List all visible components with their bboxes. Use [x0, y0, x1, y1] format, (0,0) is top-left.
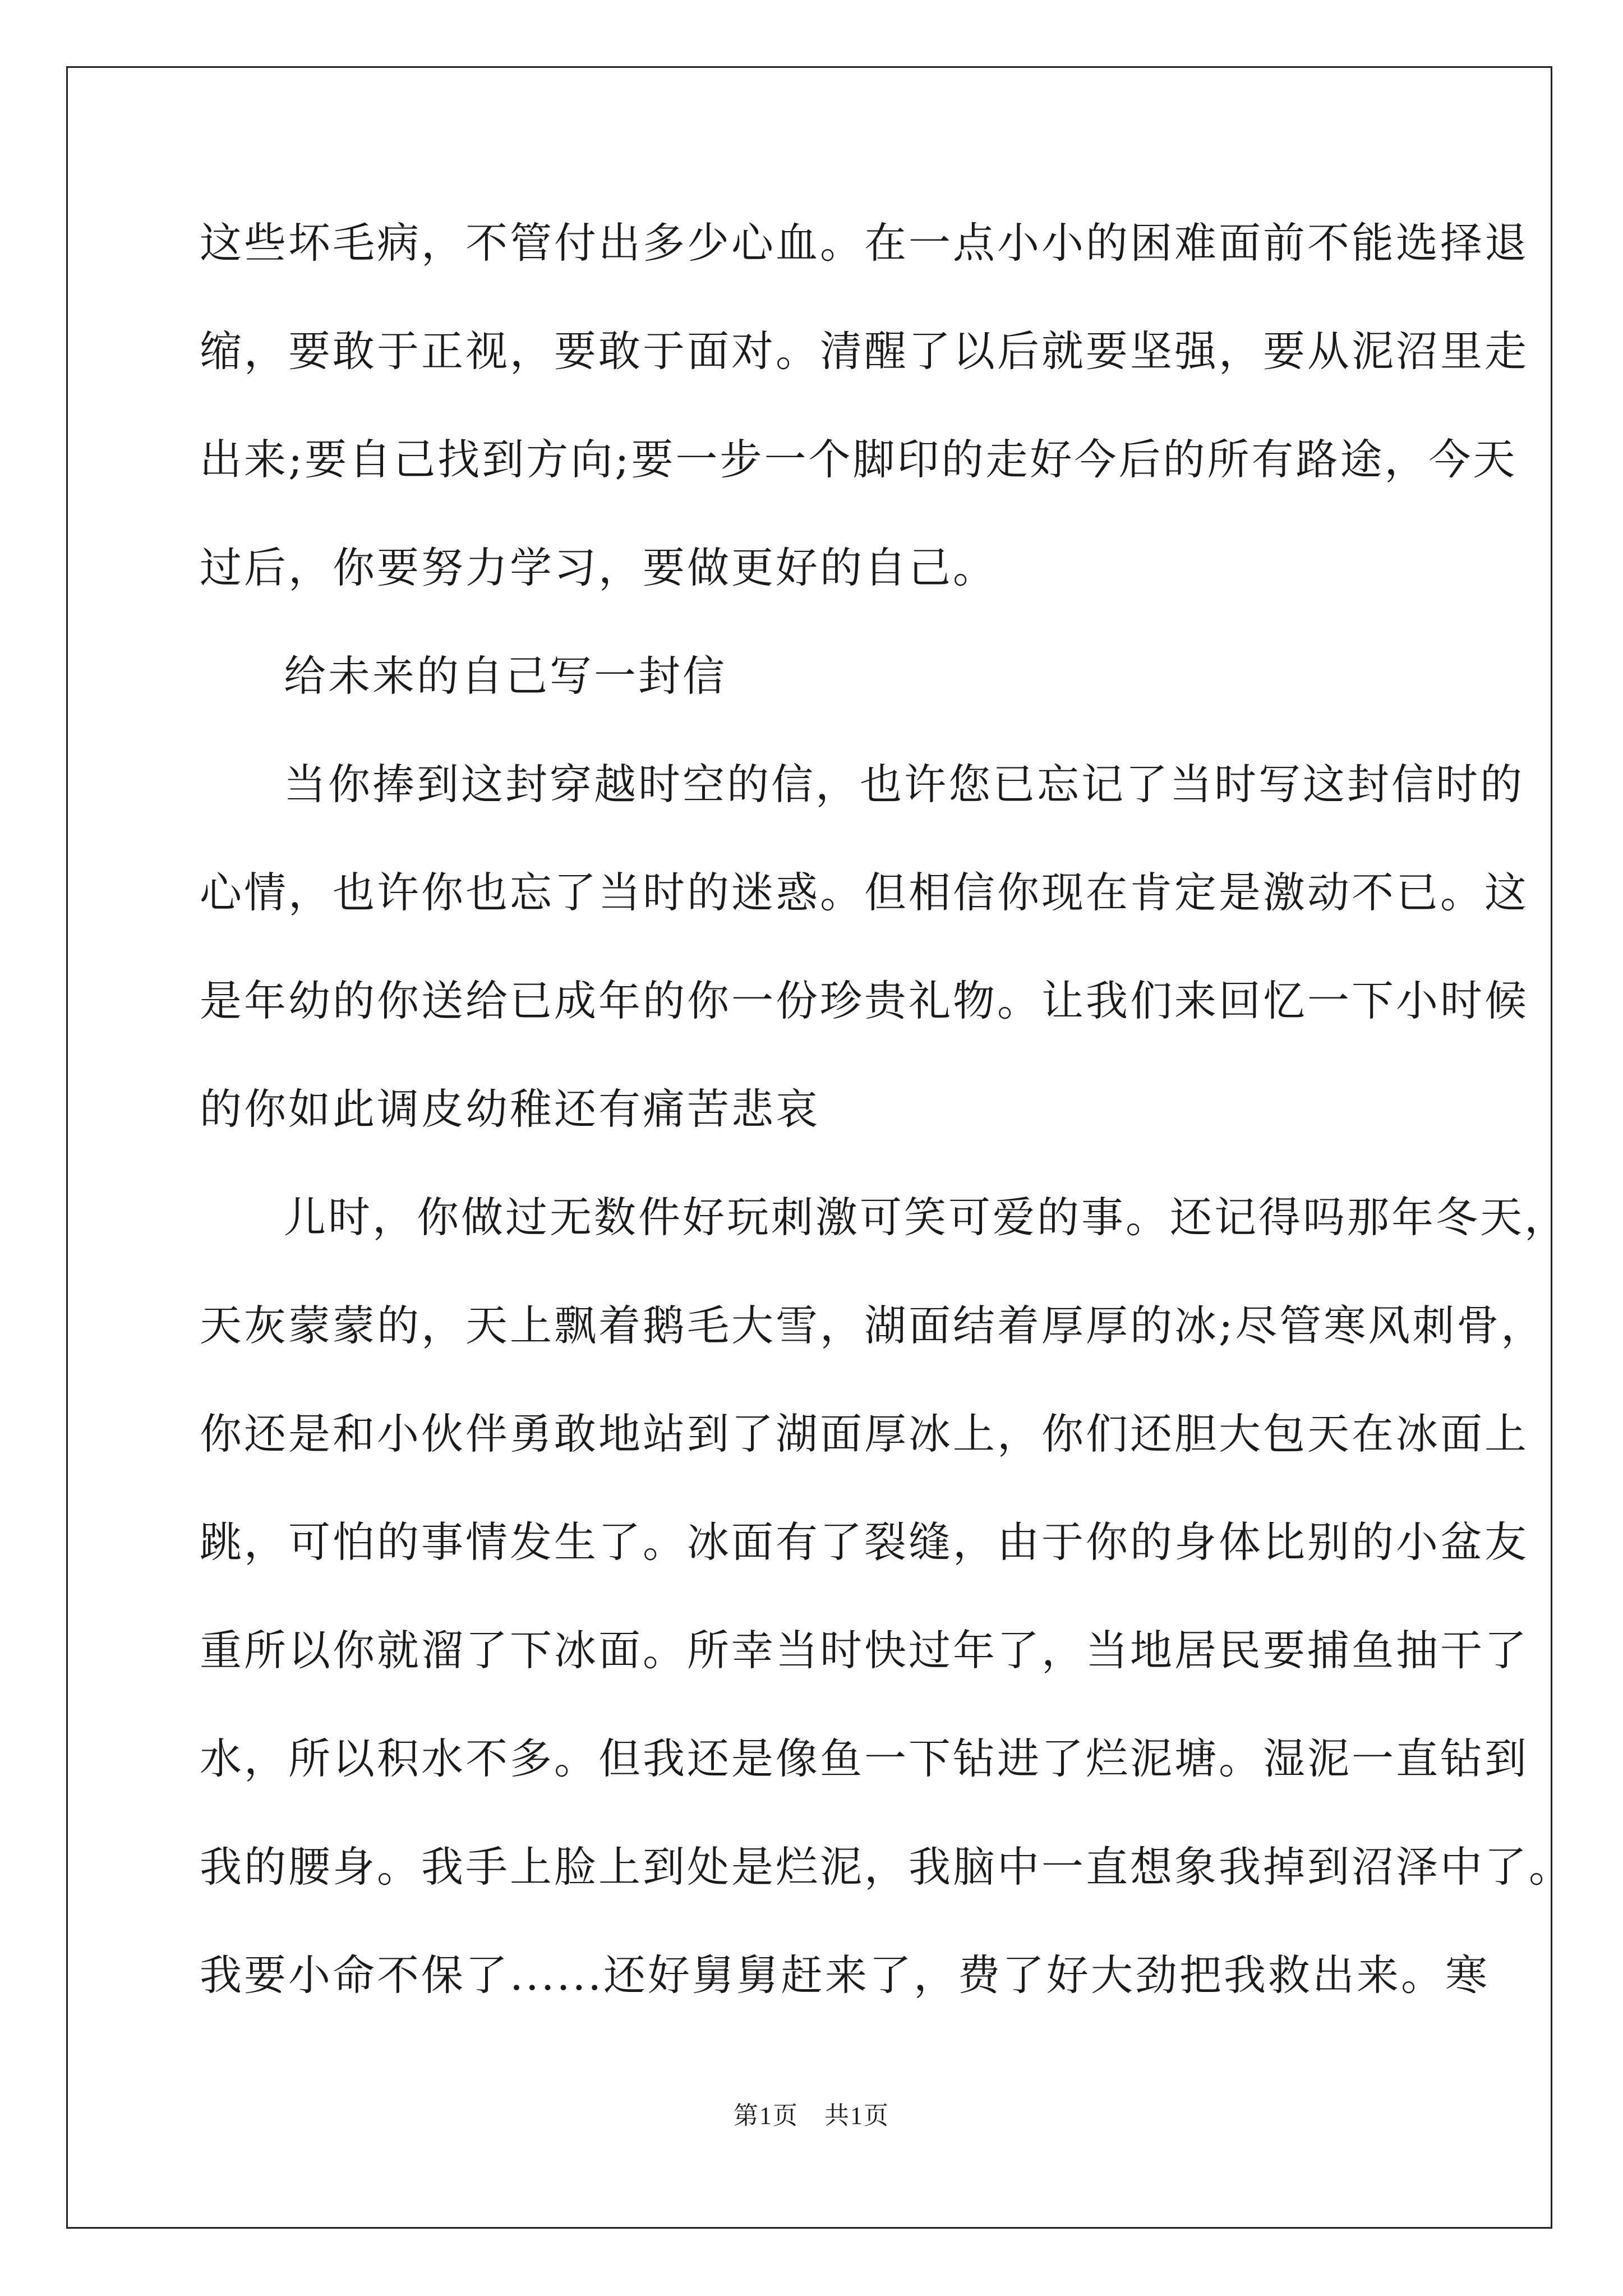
text-line: 缩，要敢于正视，要敢于面对。清醒了以后就要坚强，要从泥沼里走: [200, 326, 1529, 376]
text-line: 儿时，你做过无数件好玩刺激可笑可爱的事。还记得吗那年冬天，: [284, 1193, 1569, 1242]
text-line: 你还是和小伙伴勇敢地站到了湖面厚冰上，你们还胆大包天在冰面上: [200, 1409, 1529, 1458]
section-heading: 给未来的自己写一封信: [284, 651, 727, 701]
text-line: 重所以你就溜了下冰面。所幸当时快过年了，当地居民要捕鱼抽干了: [200, 1626, 1529, 1675]
text-line: 是年幼的你送给已成年的你一份珍贵礼物。让我们来回忆一下小时候: [200, 976, 1529, 1025]
text-line: 这些坏毛病，不管付出多少心血。在一点小小的困难面前不能选择退: [200, 218, 1529, 268]
text-line: 的你如此调皮幼稚还有痛苦悲哀: [200, 1084, 820, 1134]
page-border: [66, 66, 1552, 2229]
text-line: 我要小命不保了......还好舅舅赶来了，费了好大劲把我救出来。寒: [200, 1950, 1490, 2000]
text-line: 水，所以积水不多。但我还是像鱼一下钻进了烂泥塘。湿泥一直钻到: [200, 1734, 1529, 1783]
text-line: 心情，也许你也忘了当时的迷惑。但相信你现在肯定是激动不已。这: [200, 868, 1529, 917]
text-line: 跳，可怕的事情发生了。冰面有了裂缝，由于你的身体比别的小盆友: [200, 1517, 1529, 1567]
text-line: 过后，你要努力学习，要做更好的自己。: [200, 543, 998, 592]
text-line: 我的腰身。我手上脸上到处是烂泥，我脑中一直想象我掉到沼泽中了。: [200, 1842, 1574, 1892]
page-footer: 第1页 共1页: [734, 2102, 889, 2129]
text-line: 天灰蒙蒙的，天上飘着鹅毛大雪，湖面结着厚厚的冰;尽管寒风刺骨，: [200, 1301, 1546, 1350]
text-line: 当你捧到这封穿越时空的信，也许您已忘记了当时写这封信时的: [284, 760, 1525, 809]
text-line: 出来;要自己找到方向;要一步一个脚印的走好今后的所有路途，今天: [200, 435, 1518, 484]
